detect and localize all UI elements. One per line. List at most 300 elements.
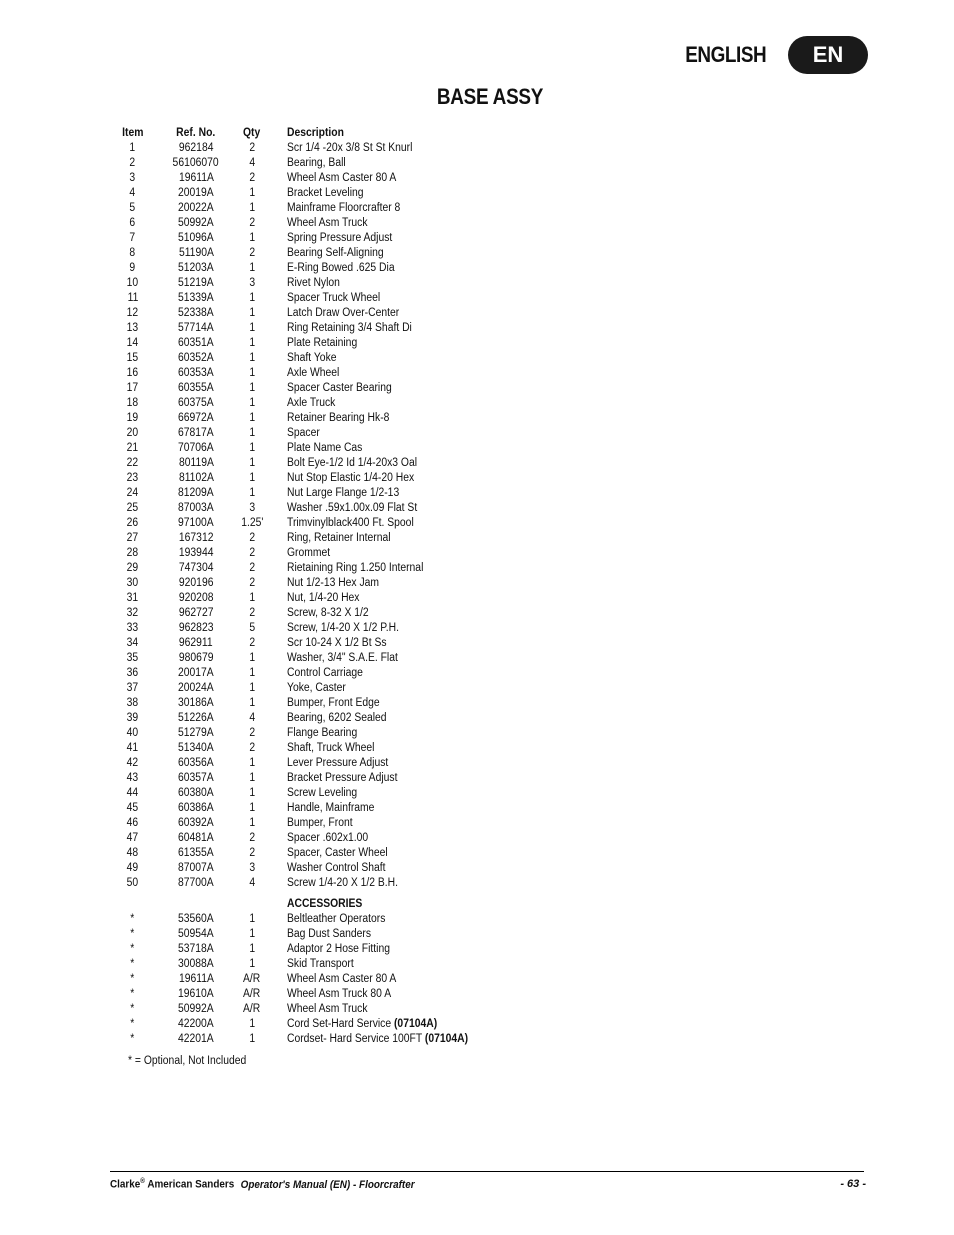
- quantity: 1: [249, 757, 255, 769]
- description: Bag Dust Sanders: [287, 928, 372, 940]
- accessory-row: [110, 927, 488, 942]
- table-row: [110, 516, 488, 531]
- accessory-row: [110, 942, 488, 957]
- description: Plate Name Cas: [287, 442, 363, 454]
- item-number: 14: [126, 337, 139, 349]
- description: Nut, 1/4-20 Hex: [287, 592, 360, 604]
- ref-number: 97100A: [178, 517, 214, 529]
- quantity: 1: [249, 958, 255, 970]
- quantity: 3: [249, 277, 255, 289]
- description: Bracket Leveling: [287, 187, 364, 199]
- quantity: 1: [249, 322, 255, 334]
- description: Wheel Asm Truck 80 A: [287, 988, 392, 1000]
- item-number: 6: [129, 217, 136, 229]
- item-number: 32: [126, 607, 139, 619]
- quantity: 1: [249, 382, 255, 394]
- table-row: [110, 666, 488, 681]
- ref-number: 51203A: [178, 262, 214, 274]
- item-number: 18: [126, 397, 139, 409]
- table-row: [110, 441, 488, 456]
- quantity: 1: [249, 817, 255, 829]
- table-row: [110, 246, 488, 261]
- item-number: 5: [129, 202, 136, 214]
- quantity: 1: [249, 232, 255, 244]
- ref-number: 66972A: [178, 412, 214, 424]
- table-row: [110, 756, 488, 771]
- quantity: 1: [249, 337, 255, 349]
- quantity: 1: [249, 472, 255, 484]
- quantity: 1: [249, 1033, 255, 1045]
- accessories-section: [110, 891, 488, 912]
- quantity: 2: [249, 727, 255, 739]
- footer-company: American Sanders: [144, 1178, 235, 1191]
- description: Handle, Mainframe: [287, 802, 375, 814]
- ref-number: 920196: [178, 577, 214, 589]
- item-number: *: [130, 973, 135, 985]
- item-number: 7: [129, 232, 136, 244]
- quantity: 1: [249, 913, 255, 925]
- item-number: 34: [126, 637, 139, 649]
- ref-number: 50992A: [178, 1003, 214, 1015]
- ref-number: 20024A: [178, 682, 214, 694]
- ref-number: 962911: [179, 637, 213, 649]
- item-number: 31: [126, 592, 139, 604]
- table-row: [110, 171, 488, 186]
- description: Rivet Nylon: [287, 277, 340, 289]
- table-row: [110, 576, 488, 591]
- quantity: 1: [249, 442, 255, 454]
- description: Rietaining Ring 1.250 Internal: [287, 562, 424, 574]
- table-row: [110, 531, 488, 546]
- footer-brand: Clarke: [110, 1178, 141, 1191]
- ref-number: 60481A: [178, 832, 214, 844]
- quantity: A/R: [243, 988, 261, 1000]
- item-number: 26: [126, 517, 139, 529]
- table-row: [110, 351, 488, 366]
- item-number: 43: [126, 772, 139, 784]
- item-number: 27: [126, 532, 139, 544]
- col-header-item: Item: [121, 127, 144, 139]
- description: Spacer, Caster Wheel: [287, 847, 388, 859]
- description: Nut 1/2-13 Hex Jam: [287, 577, 380, 589]
- item-number: *: [130, 928, 135, 940]
- quantity: 4: [249, 712, 255, 724]
- ref-number: 19611A: [178, 973, 214, 985]
- description: Spring Pressure Adjust: [287, 232, 393, 244]
- table-row: [110, 186, 488, 201]
- description: Screw, 8-32 X 1/2: [287, 607, 369, 619]
- quantity: 2: [249, 637, 255, 649]
- description: Yoke, Caster: [287, 682, 346, 694]
- table-row: [110, 546, 488, 561]
- table-row: [110, 636, 488, 651]
- description: Latch Draw Over-Center: [287, 307, 400, 319]
- description: Screw, 1/4-20 X 1/2 P.H.: [287, 622, 400, 634]
- item-number: 38: [126, 697, 139, 709]
- item-number: 9: [129, 262, 136, 274]
- ref-number: 87003A: [178, 502, 214, 514]
- quantity: 1: [249, 352, 255, 364]
- accessories-heading: ACCESSORIES: [287, 898, 363, 910]
- item-number: 19: [126, 412, 139, 424]
- description: Ring Retaining 3/4 Shaft Di: [287, 322, 412, 334]
- item-number: *: [130, 958, 135, 970]
- ref-number: 167312: [178, 532, 214, 544]
- ref-number: 51226A: [178, 712, 214, 724]
- ref-number: 20019A: [178, 187, 214, 199]
- ref-number: 747304: [178, 562, 214, 574]
- item-number: 49: [126, 862, 139, 874]
- item-number: 15: [126, 352, 139, 364]
- quantity: 2: [249, 247, 255, 259]
- item-number: 24: [126, 487, 139, 499]
- quantity: 2: [249, 607, 255, 619]
- description: Nut Stop Elastic 1/4-20 Hex: [287, 472, 415, 484]
- ref-number: 980679: [178, 652, 214, 664]
- quantity: 2: [249, 742, 255, 754]
- quantity: 1: [249, 487, 255, 499]
- accessory-row: [110, 957, 488, 972]
- quantity: 2: [249, 562, 255, 574]
- quantity: 1: [249, 787, 255, 799]
- ref-number: 60375A: [178, 397, 214, 409]
- description: Mainframe Floorcrafter 8: [287, 202, 401, 214]
- description: Flange Bearing: [287, 727, 358, 739]
- item-number: 42: [126, 757, 139, 769]
- table-row: [110, 846, 488, 861]
- quantity: 1: [249, 292, 255, 304]
- quantity: 1: [249, 202, 255, 214]
- ref-number: 20022A: [178, 202, 214, 214]
- ref-number: 60352A: [178, 352, 214, 364]
- description: Spacer Truck Wheel: [287, 292, 381, 304]
- item-number: 17: [126, 382, 139, 394]
- quantity: 1: [249, 802, 255, 814]
- ref-number: 61355A: [178, 847, 214, 859]
- quantity: 2: [249, 532, 255, 544]
- table-row: [110, 276, 488, 291]
- ref-number: 19611A: [178, 172, 214, 184]
- language-code-badge: EN: [788, 36, 868, 74]
- accessory-row: [110, 912, 488, 927]
- table-row: [110, 411, 488, 426]
- table-row: [110, 216, 488, 231]
- table-row: [110, 681, 488, 696]
- ref-number: 60357A: [178, 772, 214, 784]
- item-number: 25: [126, 502, 139, 514]
- description: Lever Pressure Adjust: [287, 757, 389, 769]
- description: Grommet: [287, 547, 331, 559]
- ref-number: 920208: [178, 592, 214, 604]
- ref-number: 19610A: [178, 988, 214, 1000]
- table-row: [110, 231, 488, 246]
- ref-number: 60392A: [178, 817, 214, 829]
- table-row: [110, 696, 488, 711]
- item-number: 41: [126, 742, 139, 754]
- accessories-heading-row: [110, 891, 488, 912]
- ref-number: 60351A: [178, 337, 214, 349]
- ref-number: 51190A: [178, 247, 214, 259]
- item-number: 3: [129, 172, 136, 184]
- quantity: 1: [249, 307, 255, 319]
- item-number: 1: [129, 142, 136, 154]
- quantity: 1: [249, 1018, 255, 1030]
- table-row: [110, 321, 488, 336]
- ref-number: 57714A: [178, 322, 214, 334]
- table-row: [110, 456, 488, 471]
- quantity: 1: [249, 943, 255, 955]
- description: Bolt Eye-1/2 Id 1/4-20x3 Oal: [287, 457, 418, 469]
- description: Wheel Asm Caster 80 A: [287, 172, 397, 184]
- table-row: [110, 306, 488, 321]
- footer-divider: [110, 1171, 864, 1172]
- table-row: [110, 831, 488, 846]
- quantity: 5: [249, 622, 255, 634]
- ref-number: 50954A: [178, 928, 214, 940]
- table-row: [110, 651, 488, 666]
- ref-number: 60355A: [178, 382, 214, 394]
- item-number: *: [130, 1033, 135, 1045]
- ref-number: 60386A: [178, 802, 214, 814]
- description: Bearing Self-Aligning: [287, 247, 384, 259]
- description: Axle Wheel: [287, 367, 340, 379]
- description: Bearing, Ball: [287, 157, 346, 169]
- ref-number: 51339A: [178, 292, 214, 304]
- quantity: 1: [249, 772, 255, 784]
- table-row: [110, 621, 488, 636]
- col-header-ref: Ref. No.: [176, 127, 216, 139]
- ref-number: 193944: [178, 547, 214, 559]
- ref-number: 42201A: [178, 1033, 214, 1045]
- table-row: [110, 726, 488, 741]
- table-row: [110, 471, 488, 486]
- quantity: 1: [249, 652, 255, 664]
- ref-number: 30088A: [178, 958, 214, 970]
- description: Plate Retaining: [287, 337, 358, 349]
- table-header-row: [110, 126, 488, 141]
- ref-number: 20017A: [178, 667, 214, 679]
- table-row: [110, 771, 488, 786]
- item-number: 10: [126, 277, 139, 289]
- description: Skid Transport: [287, 958, 354, 970]
- item-number: *: [130, 988, 135, 1000]
- ref-number: 60353A: [178, 367, 214, 379]
- item-number: 2: [129, 157, 136, 169]
- item-number: 4: [129, 187, 136, 199]
- table-row: [110, 801, 488, 816]
- parts-table: [110, 126, 488, 1047]
- table-row: [110, 711, 488, 726]
- item-number: 20: [126, 427, 139, 439]
- description: Wheel Asm Truck: [287, 217, 368, 229]
- footnote: * = Optional, Not Included: [128, 1055, 247, 1067]
- description: Cordset- Hard Service 100FT (07104A): [287, 1033, 469, 1045]
- ref-number: 53718A: [178, 943, 214, 955]
- ref-number: 962823: [178, 622, 214, 634]
- table-row: [110, 141, 488, 156]
- table-row: [110, 486, 488, 501]
- item-number: *: [130, 943, 135, 955]
- item-number: *: [130, 913, 135, 925]
- table-row: [110, 201, 488, 216]
- quantity: 1: [249, 592, 255, 604]
- description: Adaptor 2 Hose Fitting: [287, 943, 390, 955]
- description: Bracket Pressure Adjust: [287, 772, 398, 784]
- description: Bumper, Front: [287, 817, 353, 829]
- item-number: 37: [126, 682, 139, 694]
- footer-page-number: - 63 -: [840, 1178, 866, 1190]
- table-row: [110, 861, 488, 876]
- item-number: 40: [126, 727, 139, 739]
- item-number: 48: [126, 847, 139, 859]
- description: Washer, 3/4" S.A.E. Flat: [287, 652, 398, 664]
- table-row: [110, 426, 488, 441]
- description: Wheel Asm Caster 80 A: [287, 973, 397, 985]
- description: Wheel Asm Truck: [287, 1003, 368, 1015]
- ref-number: 80119A: [178, 457, 214, 469]
- quantity: 1: [249, 667, 255, 679]
- description: Spacer: [287, 427, 320, 439]
- parts-body: [110, 141, 488, 891]
- description: Spacer Caster Bearing: [287, 382, 392, 394]
- quantity: 4: [249, 157, 255, 169]
- item-number: 39: [126, 712, 139, 724]
- description: Control Carriage: [287, 667, 363, 679]
- item-number: 30: [126, 577, 139, 589]
- description: Shaft, Truck Wheel: [287, 742, 375, 754]
- table-row: [110, 366, 488, 381]
- description: Spacer .602x1.00: [287, 832, 369, 844]
- item-number: 47: [126, 832, 139, 844]
- item-number: 23: [126, 472, 139, 484]
- item-number: 12: [126, 307, 139, 319]
- quantity: 1: [249, 697, 255, 709]
- table-row: [110, 786, 488, 801]
- accessory-row: [110, 987, 488, 1002]
- item-number: 36: [126, 667, 139, 679]
- description: Scr 10-24 X 1/2 Bt Ss: [287, 637, 387, 649]
- quantity: 3: [249, 862, 255, 874]
- item-number: 11: [127, 292, 138, 304]
- accessory-row: [110, 1002, 488, 1017]
- item-number: 33: [126, 622, 139, 634]
- accessories-body: [110, 912, 488, 1047]
- description: Screw 1/4-20 X 1/2 B.H.: [287, 877, 399, 889]
- description: Ring, Retainer Internal: [287, 532, 391, 544]
- table-row: [110, 396, 488, 411]
- ref-number: 56106070: [172, 157, 220, 169]
- quantity: 2: [249, 172, 255, 184]
- description: Bearing, 6202 Sealed: [287, 712, 387, 724]
- item-number: 28: [126, 547, 139, 559]
- ref-number: 81102A: [178, 472, 214, 484]
- ref-number: 51219A: [178, 277, 214, 289]
- quantity: 2: [249, 577, 255, 589]
- quantity: 1: [249, 397, 255, 409]
- col-header-description: Description: [287, 127, 344, 139]
- description: E-Ring Bowed .625 Dia: [287, 262, 395, 274]
- quantity: 2: [249, 832, 255, 844]
- description: Washer Control Shaft: [287, 862, 386, 874]
- quantity: 1: [249, 928, 255, 940]
- item-number: 29: [126, 562, 139, 574]
- table-row: [110, 261, 488, 276]
- quantity: 1: [249, 187, 255, 199]
- table-row: [110, 156, 488, 171]
- language-header: [672, 36, 868, 74]
- ref-number: 87007A: [178, 862, 214, 874]
- accessory-row: [110, 972, 488, 987]
- item-number: *: [130, 1018, 135, 1030]
- item-number: 13: [126, 322, 139, 334]
- item-number: *: [130, 1003, 135, 1015]
- ref-number: 50992A: [178, 217, 214, 229]
- col-header-qty: Qty: [243, 127, 261, 139]
- item-number: 45: [126, 802, 139, 814]
- quantity: A/R: [243, 1003, 261, 1015]
- ref-number: 30186A: [178, 697, 214, 709]
- description: Beltleather Operators: [287, 913, 386, 925]
- item-number: 8: [129, 247, 136, 259]
- description: Retainer Bearing Hk-8: [287, 412, 390, 424]
- table-row: [110, 591, 488, 606]
- item-number: 44: [126, 787, 139, 799]
- quantity: 1: [249, 682, 255, 694]
- footer-left: [110, 1178, 415, 1191]
- description: Cord Set-Hard Service (07104A): [287, 1018, 438, 1030]
- ref-number: 962727: [178, 607, 214, 619]
- accessory-row: [110, 1017, 488, 1032]
- item-number: 16: [126, 367, 139, 379]
- table-row: [110, 816, 488, 831]
- ref-number: 67817A: [178, 427, 214, 439]
- item-number: 22: [126, 457, 139, 469]
- item-number: 21: [126, 442, 139, 454]
- description: Bumper, Front Edge: [287, 697, 380, 709]
- table-row: [110, 381, 488, 396]
- language-label: ENGLISH: [684, 42, 766, 67]
- description-ref-bold: (07104A): [393, 1018, 438, 1030]
- table-row: [110, 876, 488, 891]
- description: Screw Leveling: [287, 787, 358, 799]
- quantity: 2: [249, 847, 255, 859]
- description: Trimvinylblack400 Ft. Spool: [287, 517, 414, 529]
- ref-number: 42200A: [178, 1018, 214, 1030]
- table-row: [110, 561, 488, 576]
- ref-number: 60356A: [178, 757, 214, 769]
- quantity: 2: [249, 142, 255, 154]
- ref-number: 87700A: [178, 877, 214, 889]
- ref-number: 51096A: [178, 232, 214, 244]
- description: Scr 1/4 -20x 3/8 St St Knurl: [287, 142, 413, 154]
- description: Shaft Yoke: [287, 352, 337, 364]
- ref-number: 52338A: [178, 307, 214, 319]
- quantity: 1: [249, 367, 255, 379]
- table-row: [110, 291, 488, 306]
- quantity: 1: [249, 412, 255, 424]
- quantity: 2: [249, 547, 255, 559]
- description: Axle Truck: [287, 397, 336, 409]
- accessory-row: [110, 1032, 488, 1047]
- quantity: 1: [249, 457, 255, 469]
- ref-number: 81209A: [178, 487, 214, 499]
- quantity: A/R: [243, 973, 261, 985]
- ref-number: 70706A: [178, 442, 214, 454]
- ref-number: 60380A: [178, 787, 214, 799]
- ref-number: 51340A: [178, 742, 214, 754]
- description-ref-bold: (07104A): [424, 1033, 469, 1045]
- description: Washer .59x1.00x.09 Flat St: [287, 502, 418, 514]
